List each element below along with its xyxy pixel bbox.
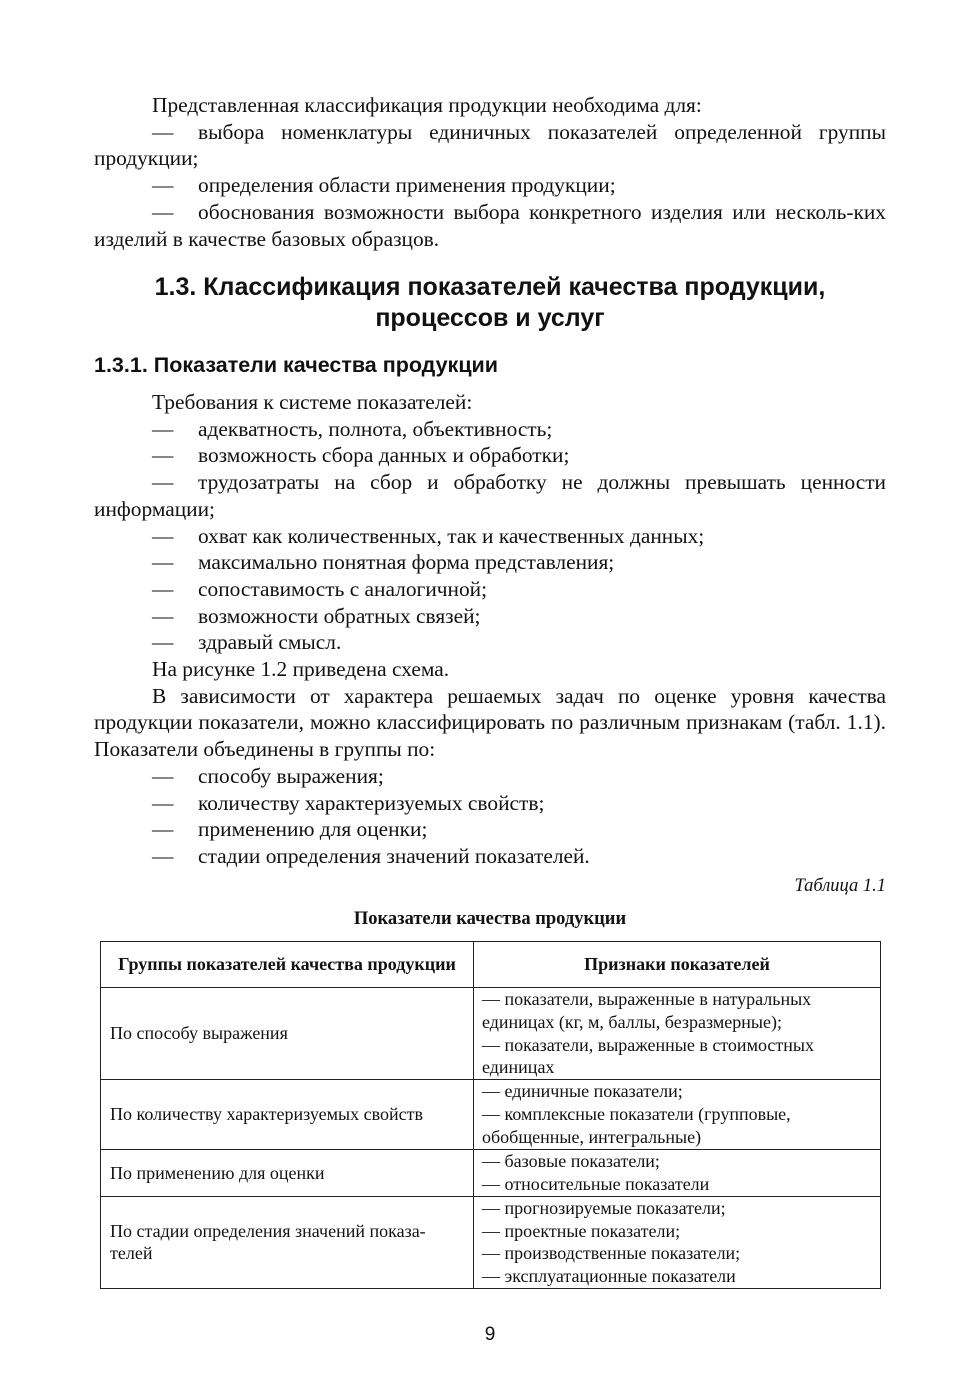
list-item-text: максимально понятная форма представления; <box>198 550 615 575</box>
feature-line: — проектные показатели; <box>482 1220 681 1241</box>
list-item <box>94 816 886 843</box>
features-cell <box>474 1150 881 1197</box>
feature-line: — показатели, выраженные в натуральных единицах (кг, м, баллы, безразмерные); <box>482 989 812 1032</box>
table-title: Показатели качества продукции <box>353 909 627 929</box>
list-item <box>94 523 886 550</box>
list-item <box>94 763 886 790</box>
list-item <box>94 603 886 630</box>
subsection-title: 1.3.1. Показатели качества продукции <box>94 353 498 377</box>
table-row <box>101 1150 881 1197</box>
list-item-text: сопоставимость с аналогичной; <box>198 576 488 601</box>
list-item <box>94 119 886 172</box>
feature-line: — базовые показатели; <box>482 1151 660 1172</box>
features-cell <box>474 988 881 1080</box>
dash-marker: — <box>152 550 174 575</box>
list-item-text: стадии определения значений показателей. <box>198 843 590 868</box>
list-item <box>94 790 886 817</box>
features-cell <box>474 1196 881 1288</box>
list-item-text: выбора номенклатуры единичных показателей определенной группы продукции; <box>94 119 886 171</box>
feature-line: — эксплуатационные показатели <box>482 1266 736 1287</box>
table-row <box>101 988 881 1080</box>
dash-marker: — <box>152 603 174 628</box>
dash-marker: — <box>152 173 174 198</box>
figure-reference: На рисунке 1.2 приведена схема. <box>152 657 450 682</box>
dash-marker: — <box>152 443 174 468</box>
feature-line: — показатели, выраженные в стоимостных единицах <box>482 1034 814 1078</box>
list-item-text: трудозатраты на сбор и обработку не должны превышать ценности информации; <box>94 470 886 521</box>
list-item-text: здравый смысл. <box>198 630 342 655</box>
column-header: Признаки показателей <box>474 942 881 988</box>
table-row <box>101 1080 881 1150</box>
list-item <box>94 172 886 199</box>
dash-marker: — <box>152 843 174 868</box>
grouping-lead: В зависимости от характера решаемых задач по оценке уровня качества продукции показатели, можно классифицировать по различным признакам (табл. 1.1). Показатели объединены в группы по: <box>94 683 886 762</box>
list-item <box>94 199 886 252</box>
feature-line: — комплексные показатели (групповые, обобщенные, интегральные) <box>482 1104 791 1148</box>
table-caption: Таблица 1.1 <box>794 876 886 896</box>
feature-line: — прогнозируемые показатели; <box>482 1197 726 1218</box>
list-item-text: возможность сбора данных и обработки; <box>198 443 570 468</box>
table-header-row <box>101 942 881 988</box>
list-item <box>94 469 886 522</box>
table-row <box>101 1196 881 1288</box>
page-number: 9 <box>484 1324 496 1345</box>
intro-block <box>94 92 886 252</box>
dash-marker: — <box>152 763 174 788</box>
dash-marker: — <box>152 817 174 842</box>
dash-marker: — <box>152 119 174 144</box>
group-cell: По применению для оценки <box>101 1150 474 1197</box>
group-cell: По количеству характеризуемых свойств <box>101 1080 474 1150</box>
requirements-lead: Требования к системе показателей: <box>152 390 473 414</box>
list-item-text: количеству характеризуемых свойств; <box>198 790 545 815</box>
dash-marker: — <box>152 630 174 655</box>
list-item <box>94 549 886 576</box>
list-item-text: способу выражения; <box>198 763 384 788</box>
list-item-text: обоснования возможности выбора конкретного изделия или несколь-ких изделий в качестве базовых образцов. <box>94 199 886 251</box>
list-item <box>94 416 886 443</box>
quality-indicators-table <box>100 941 881 1289</box>
list-item-text: охват как количественных, так и качественных данных; <box>198 523 705 548</box>
column-header: Группы показателей качества продукции <box>101 942 474 988</box>
feature-line: — относительные показатели <box>482 1173 710 1194</box>
features-cell <box>474 1080 881 1150</box>
requirements-block <box>94 389 886 870</box>
list-item <box>94 442 886 469</box>
dash-marker: — <box>152 523 174 548</box>
group-cell: По способу выражения <box>101 988 474 1080</box>
dash-marker: — <box>152 470 174 495</box>
list-item-text: адекватность, полнота, объективность; <box>198 416 553 441</box>
section-title: 1.3. Классификация показателей качества продукции, процессов и услуг <box>154 273 826 332</box>
list-item <box>94 629 886 656</box>
dash-marker: — <box>152 199 174 224</box>
list-item <box>94 576 886 603</box>
list-item-text: возможности обратных связей; <box>198 603 481 628</box>
group-cell: По стадии определения значений показа-телей <box>101 1196 474 1288</box>
list-item <box>94 843 886 870</box>
dash-marker: — <box>152 416 174 441</box>
list-item-text: применению для оценки; <box>198 817 428 842</box>
intro-lead: Представленная классификация продукции необходима для: <box>152 93 702 117</box>
list-item-text: определения области применения продукции; <box>198 173 616 198</box>
dash-marker: — <box>152 790 174 815</box>
dash-marker: — <box>152 576 174 601</box>
feature-line: — единичные показатели; <box>482 1081 683 1102</box>
feature-line: — производственные показатели; <box>482 1243 741 1264</box>
